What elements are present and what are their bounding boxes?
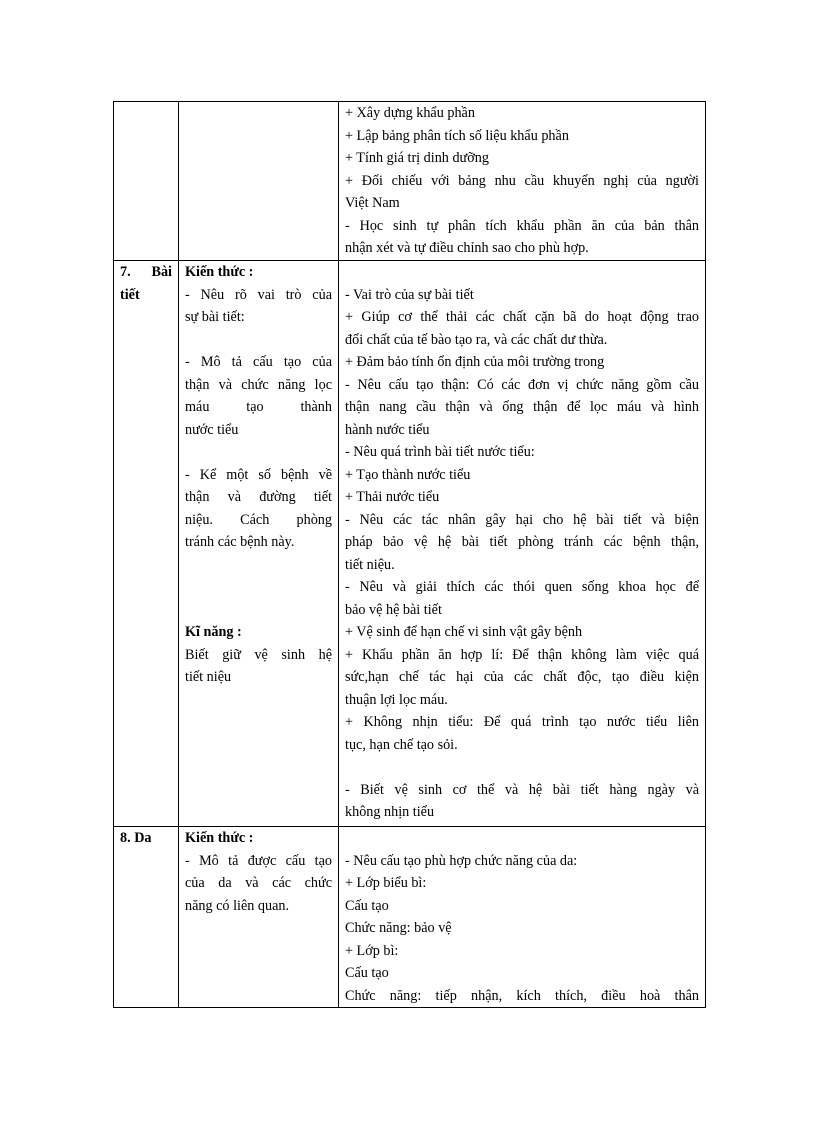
text-line: thận và đường tiết <box>185 489 332 505</box>
text-line: nhận xét và tự điều chỉnh sao cho phù hợp. <box>345 240 589 256</box>
text-line: tục, hạn chế tạo sỏi. <box>345 736 458 753</box>
text-line: + Xây dựng khẩu phần <box>345 105 475 121</box>
text-line: + Lập bảng phân tích số liệu khẩu phần <box>345 127 569 144</box>
text-line: niệu. Cách phòng <box>185 511 332 528</box>
text-line: - Vai trò của sự bài tiết <box>345 286 474 303</box>
text-line: máu tạo thành <box>185 399 332 415</box>
text-line: - Học sinh tự phân tích khẩu phần ăn của bản thân <box>345 217 699 234</box>
table-row <box>114 261 706 827</box>
text-line: Cấu tạo <box>345 897 389 914</box>
text-line: thận nang cầu thận và ống thận để lọc máu và hình <box>345 399 699 415</box>
cell-content <box>339 827 706 1008</box>
text-line: - Mô tả được cấu tạo <box>185 852 332 869</box>
text-line: - Nêu các tác nhân gây hại cho hệ bài tiết và biện <box>345 511 699 528</box>
text-line: - Nêu quá trình bài tiết nước tiểu: <box>345 444 535 460</box>
text-line: - Nêu rõ vai trò của <box>185 286 332 303</box>
text-line: đổi chất của tế bào tạo ra, và các chất dư thừa. <box>345 331 608 348</box>
text-line: Việt Nam <box>345 195 400 211</box>
table-row <box>114 827 706 1008</box>
section-heading: Kiến thức : <box>185 264 254 280</box>
text-line: - Nêu và giải thích các thói quen sống khoa học để <box>345 579 699 595</box>
text-line: Cấu tạo <box>345 965 389 981</box>
text-line: năng có liên quan. <box>185 897 290 914</box>
content-table <box>113 101 706 1008</box>
topic-label: 7. Bài <box>120 264 172 280</box>
text-line: tiết niệu. <box>345 556 395 573</box>
section-heading: Kĩ năng : <box>185 624 242 640</box>
text-line: nước tiểu <box>185 421 239 438</box>
cell-topic <box>114 827 179 1008</box>
text-line: + Đối chiếu với bảng nhu cầu khuyến nghị của người <box>345 172 699 189</box>
section-heading: Kiến thức : <box>185 830 254 846</box>
text-line: + Lớp biểu bì: <box>345 875 427 891</box>
text-line: Biết giữ vệ sinh hệ <box>185 646 332 663</box>
text-line: thuận lợi lọc máu. <box>345 691 448 708</box>
text-line: sự bài tiết: <box>185 309 245 325</box>
text-line: - Kể một số bệnh về <box>185 466 332 483</box>
table-row <box>114 102 706 261</box>
text-line: + Thải nước tiểu <box>345 489 440 505</box>
text-line: + Tạo thành nước tiểu <box>345 466 471 483</box>
text-line: - Nêu cấu tạo phù hợp chức năng của da: <box>345 852 578 869</box>
topic-label: 8. Da <box>120 830 152 846</box>
cell-content <box>339 102 706 261</box>
text-line: + Giúp cơ thể thải các chất cặn bã do hoạt động trao <box>345 309 699 325</box>
cell-content <box>339 261 706 827</box>
text-line: + Khẩu phần ăn hợp lí: Để thận không làm việc quá <box>345 646 699 663</box>
text-line: - Mô tả cấu tạo của <box>185 354 332 370</box>
text-line: + Đảm bảo tính ổn định của môi trường trong <box>345 354 605 370</box>
text-line: sức,hạn chế tác hại của các chất độc, tạo điều kiện <box>345 669 699 685</box>
text-line: - Biết vệ sinh cơ thể và hệ bài tiết hàng ngày và <box>345 781 699 798</box>
text-line: của da và các chức <box>185 875 332 891</box>
text-line: pháp bảo vệ hệ bài tiết phòng tránh các bệnh thận, <box>345 534 699 550</box>
text-line: bảo vệ hệ bài tiết <box>345 601 442 618</box>
text-line: + Không nhịn tiểu: Để quá trình tạo nước tiểu liên <box>345 714 699 730</box>
text-line: tránh các bệnh này. <box>185 534 295 550</box>
text-line: thận và chức năng lọc <box>185 376 332 393</box>
cell-requirement <box>179 261 339 827</box>
text-line: hành nước tiểu <box>345 421 430 438</box>
text-line: + Tính giá trị dinh dưỡng <box>345 150 489 166</box>
text-line: Chức năng: tiếp nhận, kích thích, điều hoà thân <box>345 987 699 1004</box>
text-line: tiết niệu <box>185 669 232 685</box>
text-line: + Vệ sinh để hạn chế vi sinh vật gây bệnh <box>345 624 583 640</box>
cell-requirement <box>179 102 339 261</box>
text-line: + Lớp bì: <box>345 942 399 959</box>
cell-topic <box>114 261 179 827</box>
topic-label: tiết <box>120 286 140 303</box>
cell-requirement <box>179 827 339 1008</box>
text-line: không nhịn tiểu <box>345 804 435 820</box>
cell-topic <box>114 102 179 261</box>
text-line: Chức năng: bảo vệ <box>345 920 452 936</box>
text-line: - Nêu cấu tạo thận: Có các đơn vị chức năng gồm cầu <box>345 376 699 393</box>
